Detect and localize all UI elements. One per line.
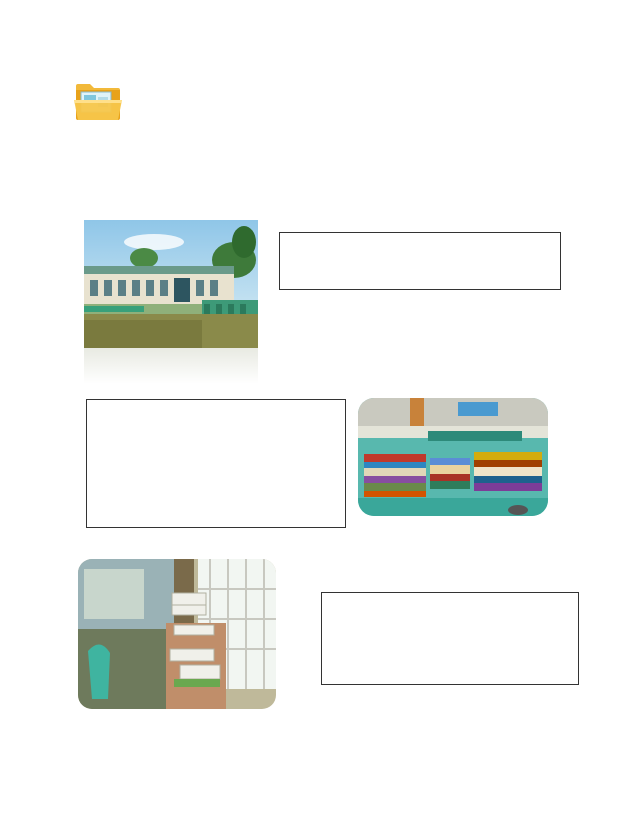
border-bottom (0, 770, 638, 804)
border-right (582, 60, 616, 768)
border-left (24, 60, 58, 768)
border-top (0, 26, 638, 60)
folder-icon (72, 78, 124, 122)
caption-box (86, 399, 346, 528)
projects-area-photo (78, 559, 276, 709)
caption-box (321, 592, 579, 685)
photo-reflection (84, 348, 258, 384)
caption-box (279, 232, 561, 290)
mini-library-photo (358, 398, 548, 516)
classroom-building-photo (84, 220, 258, 348)
